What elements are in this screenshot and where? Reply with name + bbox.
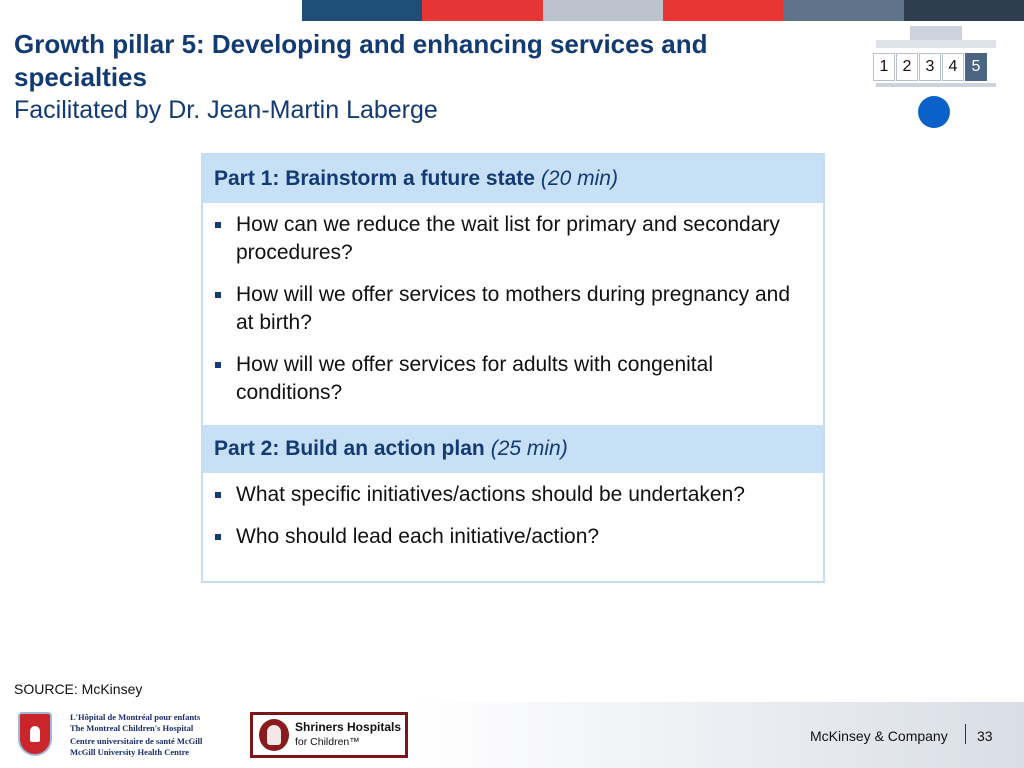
part2-duration: (25 min): [490, 437, 568, 460]
slide-subtitle: Facilitated by Dr. Jean-Martin Laberge: [14, 96, 438, 124]
discussion-box: [201, 153, 825, 583]
question-text: How will we offer services for adults with congenital conditions?: [236, 353, 713, 404]
current-position-dot-icon: [918, 96, 950, 128]
band-segment: [904, 0, 1024, 21]
bullet-icon: [215, 362, 221, 368]
mch-shield-icon: [18, 712, 52, 756]
list-item: [203, 523, 823, 551]
bullet-icon: [215, 492, 221, 498]
part1-question-list: [203, 203, 823, 425]
pillar-tab-3[interactable]: 3: [919, 53, 941, 81]
slide-title-block: [14, 28, 814, 127]
pillar-tab-4[interactable]: 4: [942, 53, 964, 81]
shriners-emblem-icon: [259, 719, 289, 751]
question-text: Who should lead each initiative/action?: [236, 525, 600, 548]
mch-logo-line: McGill University Health Centre: [70, 746, 190, 757]
shriners-subtitle: for Children™: [295, 736, 360, 748]
band-segment: [783, 0, 903, 21]
part2-question-list: [203, 473, 823, 551]
pillar-tab-2[interactable]: 2: [896, 53, 918, 81]
band-segment: [422, 0, 542, 21]
question-text: How will we offer services to mothers during pregnancy and at birth?: [236, 283, 791, 334]
list-item: [203, 281, 823, 337]
mch-logo-line: Centre universitaire de santé McGill: [70, 736, 203, 746]
mch-logo-line: The Montreal Children's Hospital: [70, 722, 194, 733]
mch-logo-line: L'Hôpital de Montréal pour enfants: [70, 712, 201, 722]
bullet-icon: [215, 534, 221, 540]
band-segment: [302, 0, 422, 21]
source-note: SOURCE: McKinsey: [14, 681, 143, 697]
shriners-hospitals-logo: [250, 712, 408, 758]
part1-duration: (20 min): [540, 167, 618, 190]
bullet-icon: [215, 292, 221, 298]
question-text: What specific initiatives/actions should be undertaken?: [236, 483, 745, 506]
pillar-number-row: [873, 53, 987, 81]
list-item: [203, 481, 823, 509]
band-segment: [663, 0, 783, 21]
footer: [0, 702, 1024, 768]
pillar-beam-icon: [876, 40, 996, 48]
top-color-band: [302, 0, 1024, 21]
bullet-icon: [215, 222, 221, 228]
pillar-tab-1[interactable]: 1: [873, 53, 895, 81]
band-segment: [543, 0, 663, 21]
part2-title: Part 2: Build an action plan: [214, 437, 485, 460]
part1-header: [203, 155, 823, 203]
list-item: [203, 211, 823, 267]
pillar-navigation: [872, 26, 1000, 130]
shriners-name: Shriners Hospitals: [295, 720, 402, 734]
list-item: [203, 351, 823, 407]
part2-header: [203, 425, 823, 473]
mch-logo-text: [70, 712, 230, 757]
footer-divider: [965, 724, 966, 744]
question-text: How can we reduce the wait list for primary and secondary procedures?: [236, 213, 780, 264]
pillar-tab-5[interactable]: 5: [965, 53, 987, 81]
pillar-roof-icon: [910, 26, 962, 40]
part1-title: Part 1: Brainstorm a future state: [214, 167, 535, 190]
company-name: McKinsey & Company: [810, 728, 948, 744]
page-number: 33: [977, 728, 993, 744]
montreal-childrens-hospital-logo: [18, 712, 218, 758]
slide-title: Growth pillar 5: Developing and enhancing services and specialties: [14, 29, 708, 92]
pillar-base-icon: [876, 83, 996, 87]
